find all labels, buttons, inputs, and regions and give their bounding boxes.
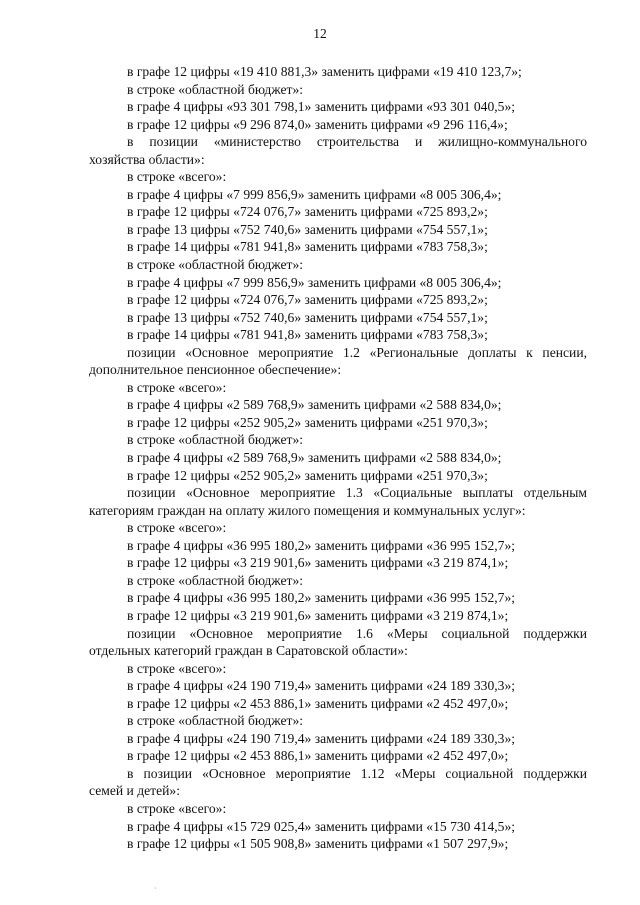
text-line: в позиции «министерство строительства и жилищно-коммунального <box>127 134 587 150</box>
text-line: в графе 12 цифры «1 505 908,8» заменить цифрами «1 507 297,9»; <box>127 836 509 852</box>
text-line: в графе 4 цифры «7 999 856,9» заменить цифрами «8 005 306,4»; <box>127 274 502 290</box>
text-line: в графе 12 цифры «252 905,2» заменить цифрами «251 970,3»; <box>127 414 488 430</box>
text-line: в графе 12 цифры «2 453 886,1» заменить цифрами «2 452 497,0»; <box>127 748 509 764</box>
text-line: в графе 12 цифры «19 410 881,3» заменить цифрами «19 410 123,7»; <box>127 64 522 79</box>
scan-speck: · <box>154 884 157 893</box>
text-line: в строке «областной бюджет»: <box>127 713 304 729</box>
text-line: в графе 4 цифры «2 589 768,9» заменить цифрами «2 588 834,0»; <box>127 450 502 466</box>
text-line: в графе 12 цифры «724 076,7» заменить цифрами «725 893,2»; <box>127 204 488 220</box>
text-line: в графе 12 цифры «252 905,2» заменить цифрами «251 970,3»; <box>127 467 488 483</box>
text-line: категориям граждан на оплату жилого помещения и коммунальных услуг»: <box>89 502 526 518</box>
text-line: в графе 4 цифры «93 301 798,1» заменить цифрами «93 301 040,5»; <box>127 99 516 115</box>
text-line: семей и детей»: <box>89 783 180 799</box>
text-line: дополнительное пенсионное обеспечение»: <box>89 362 342 378</box>
text-line: в графе 4 цифры «24 190 719,4» заменить цифрами «24 189 330,3»; <box>127 730 516 746</box>
text-line: в графе 4 цифры «36 995 180,2» заменить цифрами «36 995 152,7»; <box>127 590 516 606</box>
text-line: в графе 12 цифры «3 219 901,6» заменить цифрами «3 219 874,1»; <box>127 555 509 571</box>
text-line: в строке «областной бюджет»: <box>127 257 304 273</box>
text-line: в строке «всего»: <box>127 169 227 185</box>
text-line: в графе 14 цифры «781 941,8» заменить цифрами «783 758,3»; <box>127 239 488 255</box>
text-line: отдельных категорий граждан в Саратовской области»: <box>89 643 408 659</box>
text-line: в строке «областной бюджет»: <box>127 432 304 448</box>
text-line: в графе 4 цифры «7 999 856,9» заменить цифрами «8 005 306,4»; <box>127 186 502 202</box>
text-line: в графе 13 цифры «752 740,6» заменить цифрами «754 557,1»; <box>127 221 488 237</box>
text-line: позиции «Основное мероприятие 1.2 «Региональные доплаты к пенсии, <box>127 344 587 360</box>
text-line: в строке «всего»: <box>127 520 227 536</box>
text-line: в графе 12 цифры «9 296 874,0» заменить цифрами «9 296 116,4»; <box>127 116 508 132</box>
text-line: в графе 13 цифры «752 740,6» заменить цифрами «754 557,1»; <box>127 309 488 325</box>
text-line: в строке «областной бюджет»: <box>127 572 304 588</box>
page-number: 12 <box>313 26 327 41</box>
text-line: в графе 4 цифры «2 589 768,9» заменить цифрами «2 588 834,0»; <box>127 397 502 413</box>
text-line: в графе 12 цифры «3 219 901,6» заменить цифрами «3 219 874,1»; <box>127 607 509 623</box>
text-line: в строке «всего»: <box>127 379 227 395</box>
text-line: в графе 4 цифры «24 190 719,4» заменить цифрами «24 189 330,3»; <box>127 678 516 694</box>
document-body <box>89 63 587 853</box>
text-line: в строке «областной бюджет»: <box>127 81 304 97</box>
text-line: в графе 14 цифры «781 941,8» заменить цифрами «783 758,3»; <box>127 327 488 343</box>
text-line: хозяйства области»: <box>89 151 205 167</box>
text-line: позиции «Основное мероприятие 1.6 «Меры социальной поддержки <box>127 625 587 641</box>
text-line: в строке «всего»: <box>127 660 227 676</box>
text-line: в графе 4 цифры «36 995 180,2» заменить цифрами «36 995 152,7»; <box>127 537 516 553</box>
text-line: в позиции «Основное мероприятие 1.12 «Меры социальной поддержки <box>127 765 587 781</box>
text-line: позиции «Основное мероприятие 1.3 «Социальные выплаты отдельным <box>127 485 587 501</box>
text-line: в графе 12 цифры «724 076,7» заменить цифрами «725 893,2»; <box>127 292 488 308</box>
text-line: в графе 4 цифры «15 729 025,4» заменить цифрами «15 730 414,5»; <box>127 818 516 834</box>
text-line: в графе 12 цифры «2 453 886,1» заменить цифрами «2 452 497,0»; <box>127 695 509 711</box>
text-line: в строке «всего»: <box>127 800 227 816</box>
